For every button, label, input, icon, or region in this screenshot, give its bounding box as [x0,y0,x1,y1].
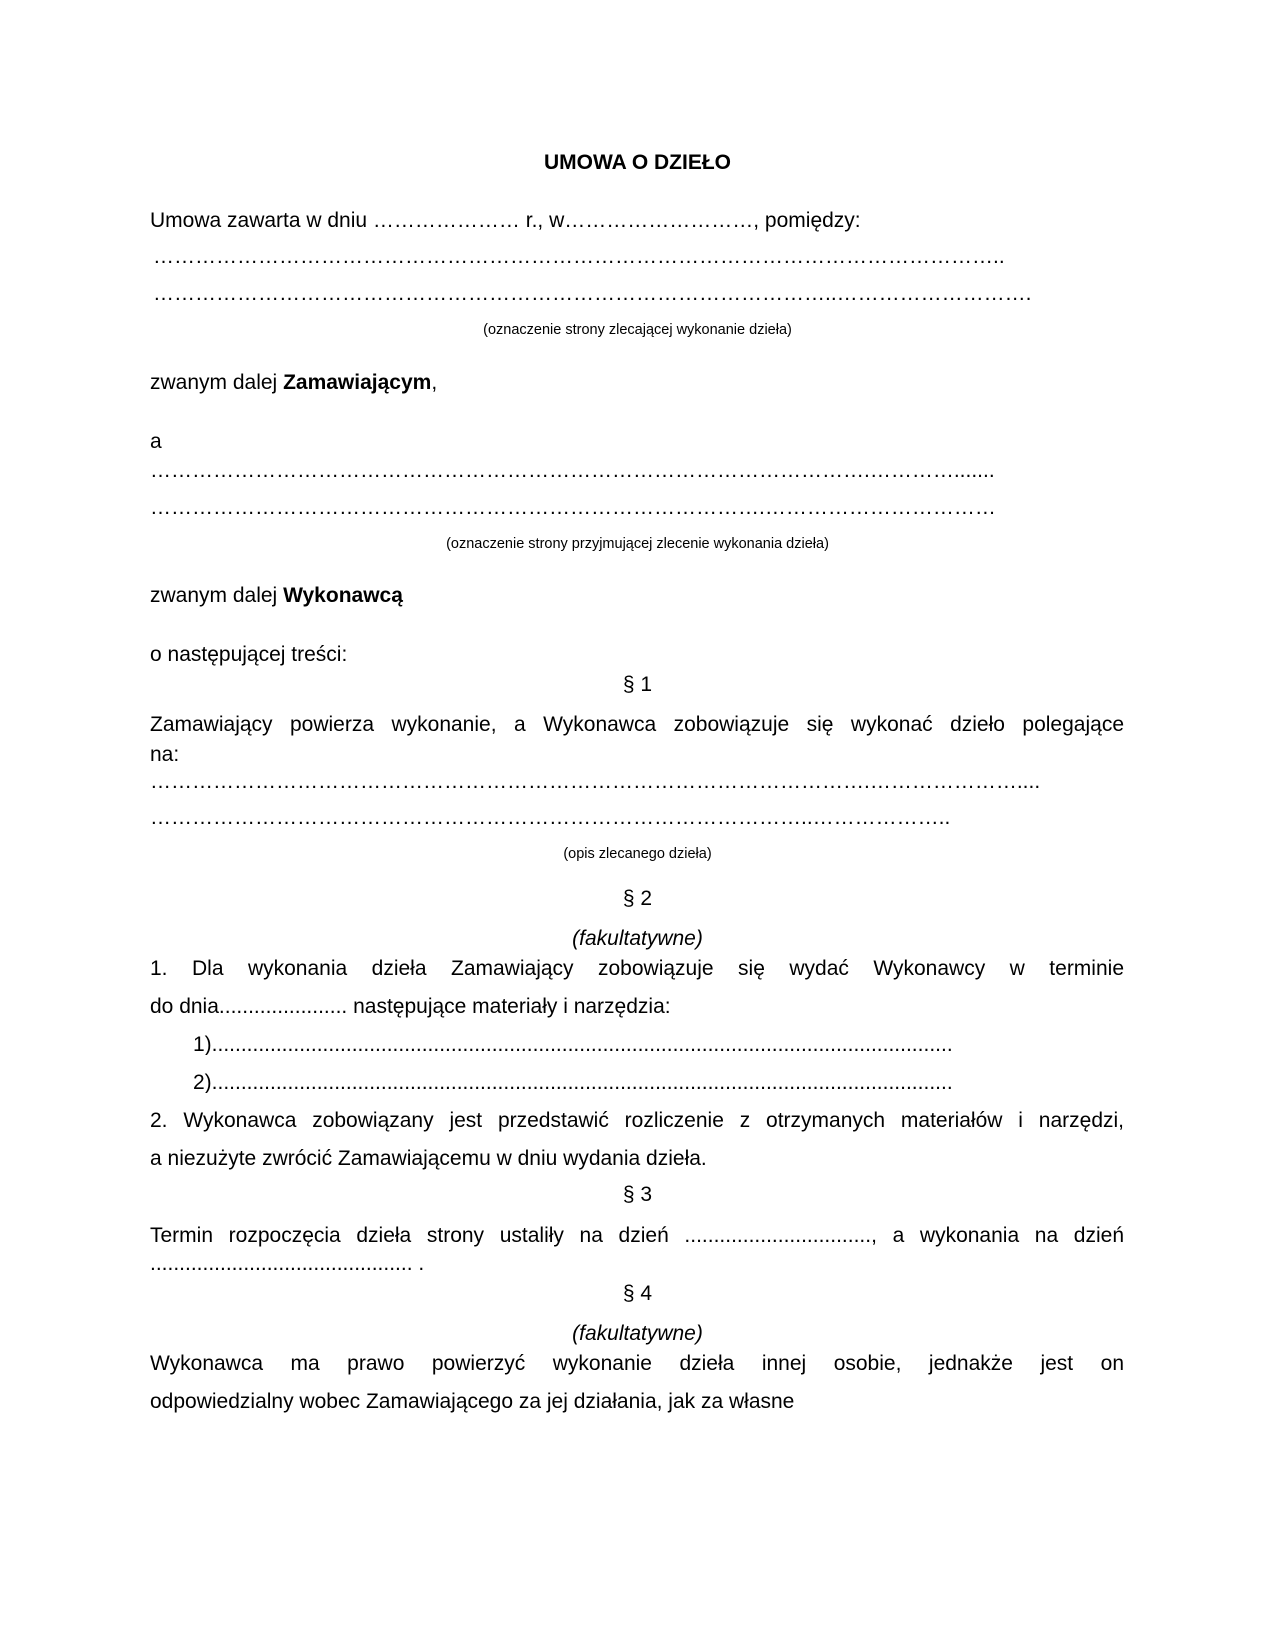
wykonawca-line [150,585,403,606]
section-2-point-1-line-2: do dnia...................... następujące materiały i narzędzia: [150,995,671,1018]
section-3-line-1: Termin rozpoczęcia dzieła strony ustaliły na dzień ................................, a wykonania na dzień [150,1224,1124,1247]
section-4-optional-note: (fakultatywne) [572,1322,703,1345]
section-2-point-2-line-1: 2. Wykonawca zobowiązany jest przedstawić rozliczenie z otrzymanych materiałów i narzędzi, [150,1109,1124,1132]
wykonawca-prefix: zwanym dalej [150,584,284,607]
section-1-dots-line-2: …………………………………………………………………………………..……………….. [150,807,951,828]
section-2-point-2-line-2: a niezużyte zwrócić Zamawiającemu w dniu wydania dzieła. [150,1147,707,1170]
section-2-point-1-line-1: 1. Dla wykonania dzieła Zamawiający zobowiązuje się wydać Wykonawcy w terminie [150,957,1124,980]
zamawiajacy-line [150,372,437,393]
content-intro: o następującej treści: [150,643,348,666]
zamawiajacy-prefix: zwanym dalej [150,371,284,394]
section-1-heading: § 1 [622,673,653,696]
section-3-line-2: ............................................. . [150,1252,425,1275]
zamawiajacy-suffix: , [431,371,438,394]
section-1-caption: (opis zlecanego dzieła) [563,846,712,862]
section-3-heading: § 3 [622,1183,653,1206]
party2-dots-line-1: ………………………………………………………………………………………….…………....... [150,460,995,481]
section-4-heading: § 4 [622,1282,653,1305]
conjunction-a: a [150,430,162,453]
section-2-item-2: 2)............................................................................................................................... [193,1072,953,1093]
party1-caption: (oznaczenie strony zlecającej wykonanie dzieła) [483,322,792,338]
section-2-heading: § 2 [622,887,653,910]
section-1-text-line-1: Zamawiający powierza wykonanie, a Wykonawca zobowiązuje się wykonać dzieło polegające [150,713,1124,736]
section-2-optional-note: (fakultatywne) [572,927,703,950]
party2-caption: (oznaczenie strony przyjmującej zlecenie wykonania dzieła) [446,536,829,552]
intro-line: Umowa zawarta w dniu ………………… r., w………………………, pomiędzy: [150,209,861,232]
zamawiajacy-term: Zamawiającym [283,371,432,394]
document-title: UMOWA O DZIEŁO [543,151,732,174]
section-1-dots-line-1: ………………………………………………………………………………………….………………….... [150,771,1041,792]
section-2-item-1: 1)............................................................................................................................... [193,1034,953,1055]
wykonawca-term: Wykonawcą [283,584,403,607]
section-1-text-line-2: na: [150,743,180,766]
party1-dots-line-2: ……………………………………………………………………………………..………………………. [153,283,1032,304]
section-4-line-1: Wykonawca ma prawo powierzyć wykonanie dzieła innej osobie, jednakże jest on [150,1352,1124,1375]
party2-dots-line-2: …………………………………………………………………………….…………………………… [150,497,996,518]
section-4-line-2: odpowiedzialny wobec Zamawiającego za jej działania, jak za własne [150,1390,795,1413]
party1-dots-line-1: ………………………………………………………………………………………………………….. [153,246,1005,267]
